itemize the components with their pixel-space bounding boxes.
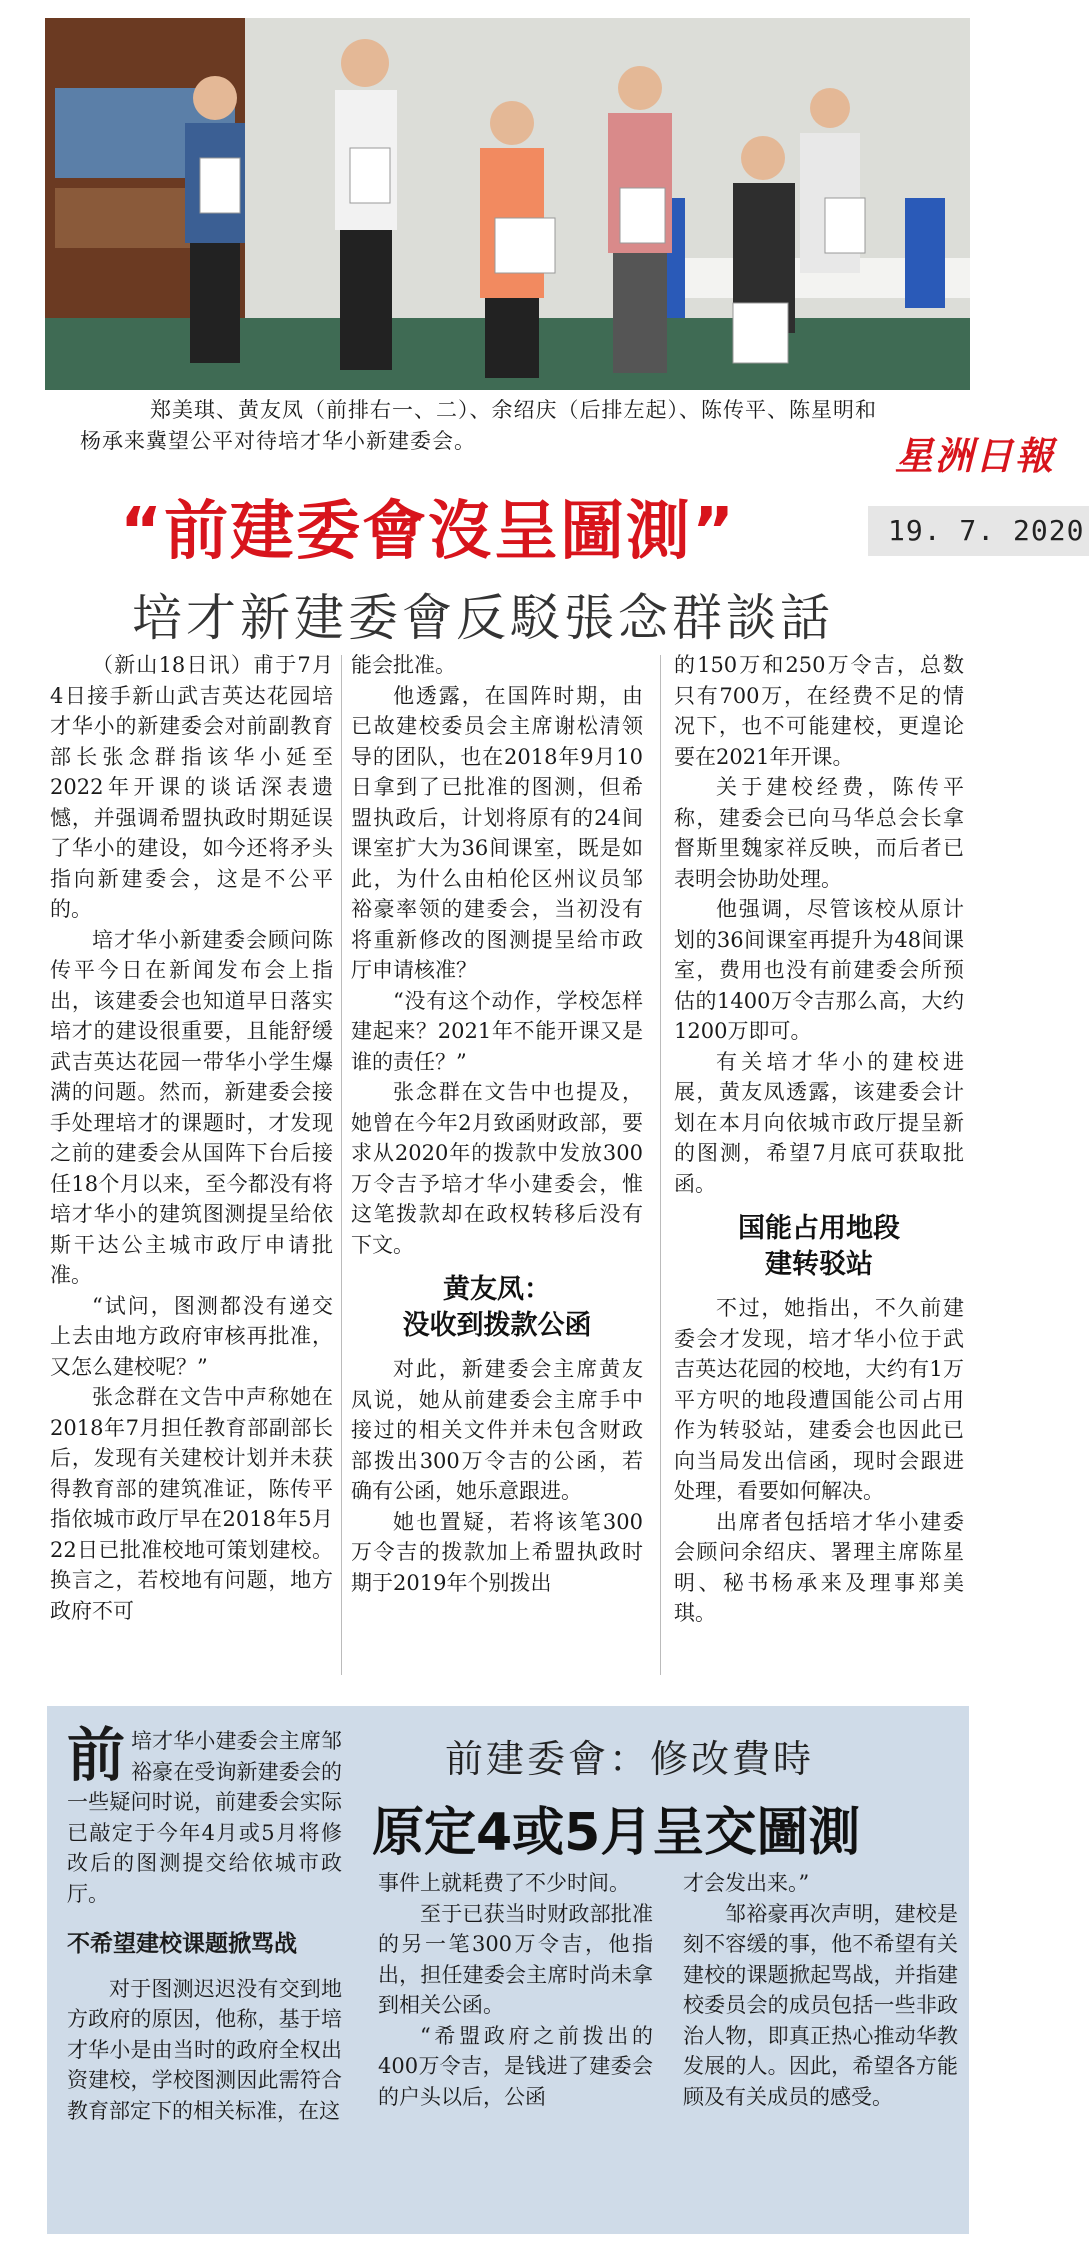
paragraph: 有关培才华小的建校进展，黄友凤透露，该建委会计划在本月向依城市政厅提呈新的图测，希望7月底可获取批函。 bbox=[674, 1049, 964, 1196]
sidebar-lead-text: 培才华小建委会主席邹裕豪在受询新建委会的一些疑问时说，前建委会实际已敲定于今年4月或5月将修改后的图测提交给依城市政厅。 bbox=[67, 1729, 342, 1906]
sidebar-column-3 bbox=[683, 1868, 958, 2112]
sidebar-heading: 不希望建校课题掀骂战 bbox=[67, 1931, 297, 1957]
section-heading-funding bbox=[351, 1272, 643, 1344]
column-divider bbox=[341, 655, 342, 1675]
column-divider bbox=[660, 655, 661, 1675]
paragraph: 她也置疑，若将该笔300万令吉的拨款加上希盟执政时期于2019年个别拨出 bbox=[351, 1509, 643, 1595]
section-heading-land bbox=[674, 1211, 964, 1283]
paragraph: 对于图测迟迟没有交到地方政府的原因，他称，基于培才华小是由当时的政府全权出资建校，学校图测因此需符合教育部定下的相关标准，在这 bbox=[67, 1976, 342, 2123]
paragraph: 的150万和250万令吉，总数只有700万，在经费不足的情况下，也不可能建校，更遑论要在2021年开课。 bbox=[674, 653, 964, 769]
article-column-1 bbox=[50, 650, 333, 1626]
paragraph: “试问，图测都没有递交上去由地方政府审核再批准，又怎么建校呢？” bbox=[50, 1293, 333, 1379]
paragraph: 能会批准。 bbox=[351, 653, 456, 677]
section-heading-line: 国能占用地段 bbox=[738, 1213, 900, 1244]
paragraph: 才会发出来。” bbox=[683, 1871, 810, 1895]
sidebar-column-2 bbox=[378, 1868, 653, 2112]
paragraph: 邹裕豪再次声明，建校是刻不容缓的事，他不希望有关建校的课题掀起骂战，并指建校委员会的成员包括一些非政治人物，即真正热心推动华教发展的人。因此，希望各方能顾及有关成员的感受。 bbox=[683, 1901, 958, 2109]
drop-cap: 前 bbox=[67, 1721, 126, 1789]
section-heading-line: 没收到拨款公函 bbox=[402, 1310, 592, 1341]
paragraph: 培才华小新建委会顾问陈传平今日在新闻发布会上指出，该建委会也知道早日落实培才的建设很重要，且能舒缓武吉英达花园一带华小学生爆满的问题。然而，新建委会接手处理培才的课题时，才发现之前的建委会从国阵下台后接任18个月以来，至今都没有将培才华小的建筑图测提呈给依斯干达公主城市政厅申请批准。 bbox=[50, 927, 333, 1287]
sidebar-column-1 bbox=[67, 1721, 342, 2126]
sidebar-main-title: 原定4或5月呈交圖測 bbox=[372, 1803, 861, 1863]
sidebar-title: 前建委會：修改費時 bbox=[445, 1737, 815, 1781]
group-photo bbox=[45, 18, 970, 390]
headline: “前建委會沒呈圖測” bbox=[120, 495, 737, 569]
section-heading-line: 黄友凤： bbox=[443, 1274, 551, 1305]
photo-caption bbox=[80, 395, 1010, 457]
group-photo-icon bbox=[45, 18, 970, 390]
paragraph: 不过，她指出，不久前建委会才发现，培才华小位于武吉英达花园的校地，大约有1万平方呎的地段遭国能公司占用作为转驳站，建委会也因此已向当局发出信函，现时会跟进处理，看要如何解决。 bbox=[674, 1296, 964, 1503]
caption-line-1: 郑美琪、黄友凤（前排右一、二）、余绍庆（后排左起）、陈传平、陈星明和 bbox=[150, 398, 877, 422]
publication-date: 19. 7. 2020 bbox=[888, 514, 1085, 547]
subheadline: 培才新建委會反駁張念群談話 bbox=[132, 589, 834, 647]
paragraph: “希盟政府之前拨出的400万令吉，是钱进了建委会的户头以后，公函 bbox=[378, 2023, 653, 2109]
paragraph: 他强调，尽管该校从原计划的36间课室再提升为48间课室，费用也没有前建委会所预估的1400万令吉那么高，大约1200万即可。 bbox=[674, 897, 964, 1043]
paragraph: 对此，新建委会主席黄友凤说，她从前建委会主席手中接过的相关文件并未包含财政部拨出300万令吉的公函，若确有公函，她乐意跟进。 bbox=[351, 1357, 643, 1503]
paragraph: “没有这个动作，学校怎样建起来？2021年不能开课又是谁的责任？” bbox=[351, 988, 643, 1074]
caption-line-2: 杨承来冀望公平对待培才华小新建委会。 bbox=[80, 429, 476, 453]
newspaper-logo: 星洲日報 bbox=[895, 433, 1056, 478]
paragraph: 张念群在文告中也提及，她曾在今年2月致函财政部，要求从2020年的拨款中发放300万令吉予培才华小建委会，惟这笔拨款却在政权转移后没有下文。 bbox=[351, 1080, 643, 1257]
paragraph: （新山18日讯）甫于7月4日接手新山武吉英达花园培才华小的新建委会对前副教育部长张念群指该华小延至2022年开课的谈话深表遗憾，并强调希盟执政时期延误了华小的建设，如今还将矛头指向新建委会，这是不公平的。 bbox=[50, 653, 333, 921]
paragraph: 出席者包括培才华小建委会顾问余绍庆、署理主席陈星明、秘书杨承来及理事郑美琪。 bbox=[674, 1509, 964, 1625]
article-column-2 bbox=[351, 650, 643, 1598]
sidebar-lead-paragraph bbox=[67, 1721, 342, 1909]
paragraph: 张念群在文告中声称她在2018年7月担任教育部副部长后，发现有关建校计划并未获得教育部的建筑准证，陈传平指依城市政厅早在2018年5月22日已批准校地可策划建校。换言之，若校地有问题，地方政府不可 bbox=[50, 1385, 333, 1623]
paragraph: 至于已获当时财政部批准的另一笔300万令吉，他指出，担任建委会主席时尚未拿到相关公函。 bbox=[378, 1901, 653, 2017]
paragraph: 关于建校经费，陈传平称，建委会已向马华总会长拿督斯里魏家祥反映，而后者已表明会协助处理。 bbox=[674, 775, 964, 891]
paragraph: 事件上就耗费了不少时间。 bbox=[378, 1871, 630, 1895]
section-heading-line: 建转驳站 bbox=[765, 1249, 873, 1280]
paragraph: 他透露，在国阵时期，由已故建校委员会主席谢松清领导的团队，也在2018年9月10日拿到了已批准的图测，但希盟执政后，计划将原有的24间课室扩大为36间课室，既是如此，为什么由柏伦区州议员邹裕豪率领的建委会，当初没有将重新修改的图测提呈给市政厅申请核准？ bbox=[351, 683, 643, 982]
article-column-3 bbox=[674, 650, 964, 1629]
